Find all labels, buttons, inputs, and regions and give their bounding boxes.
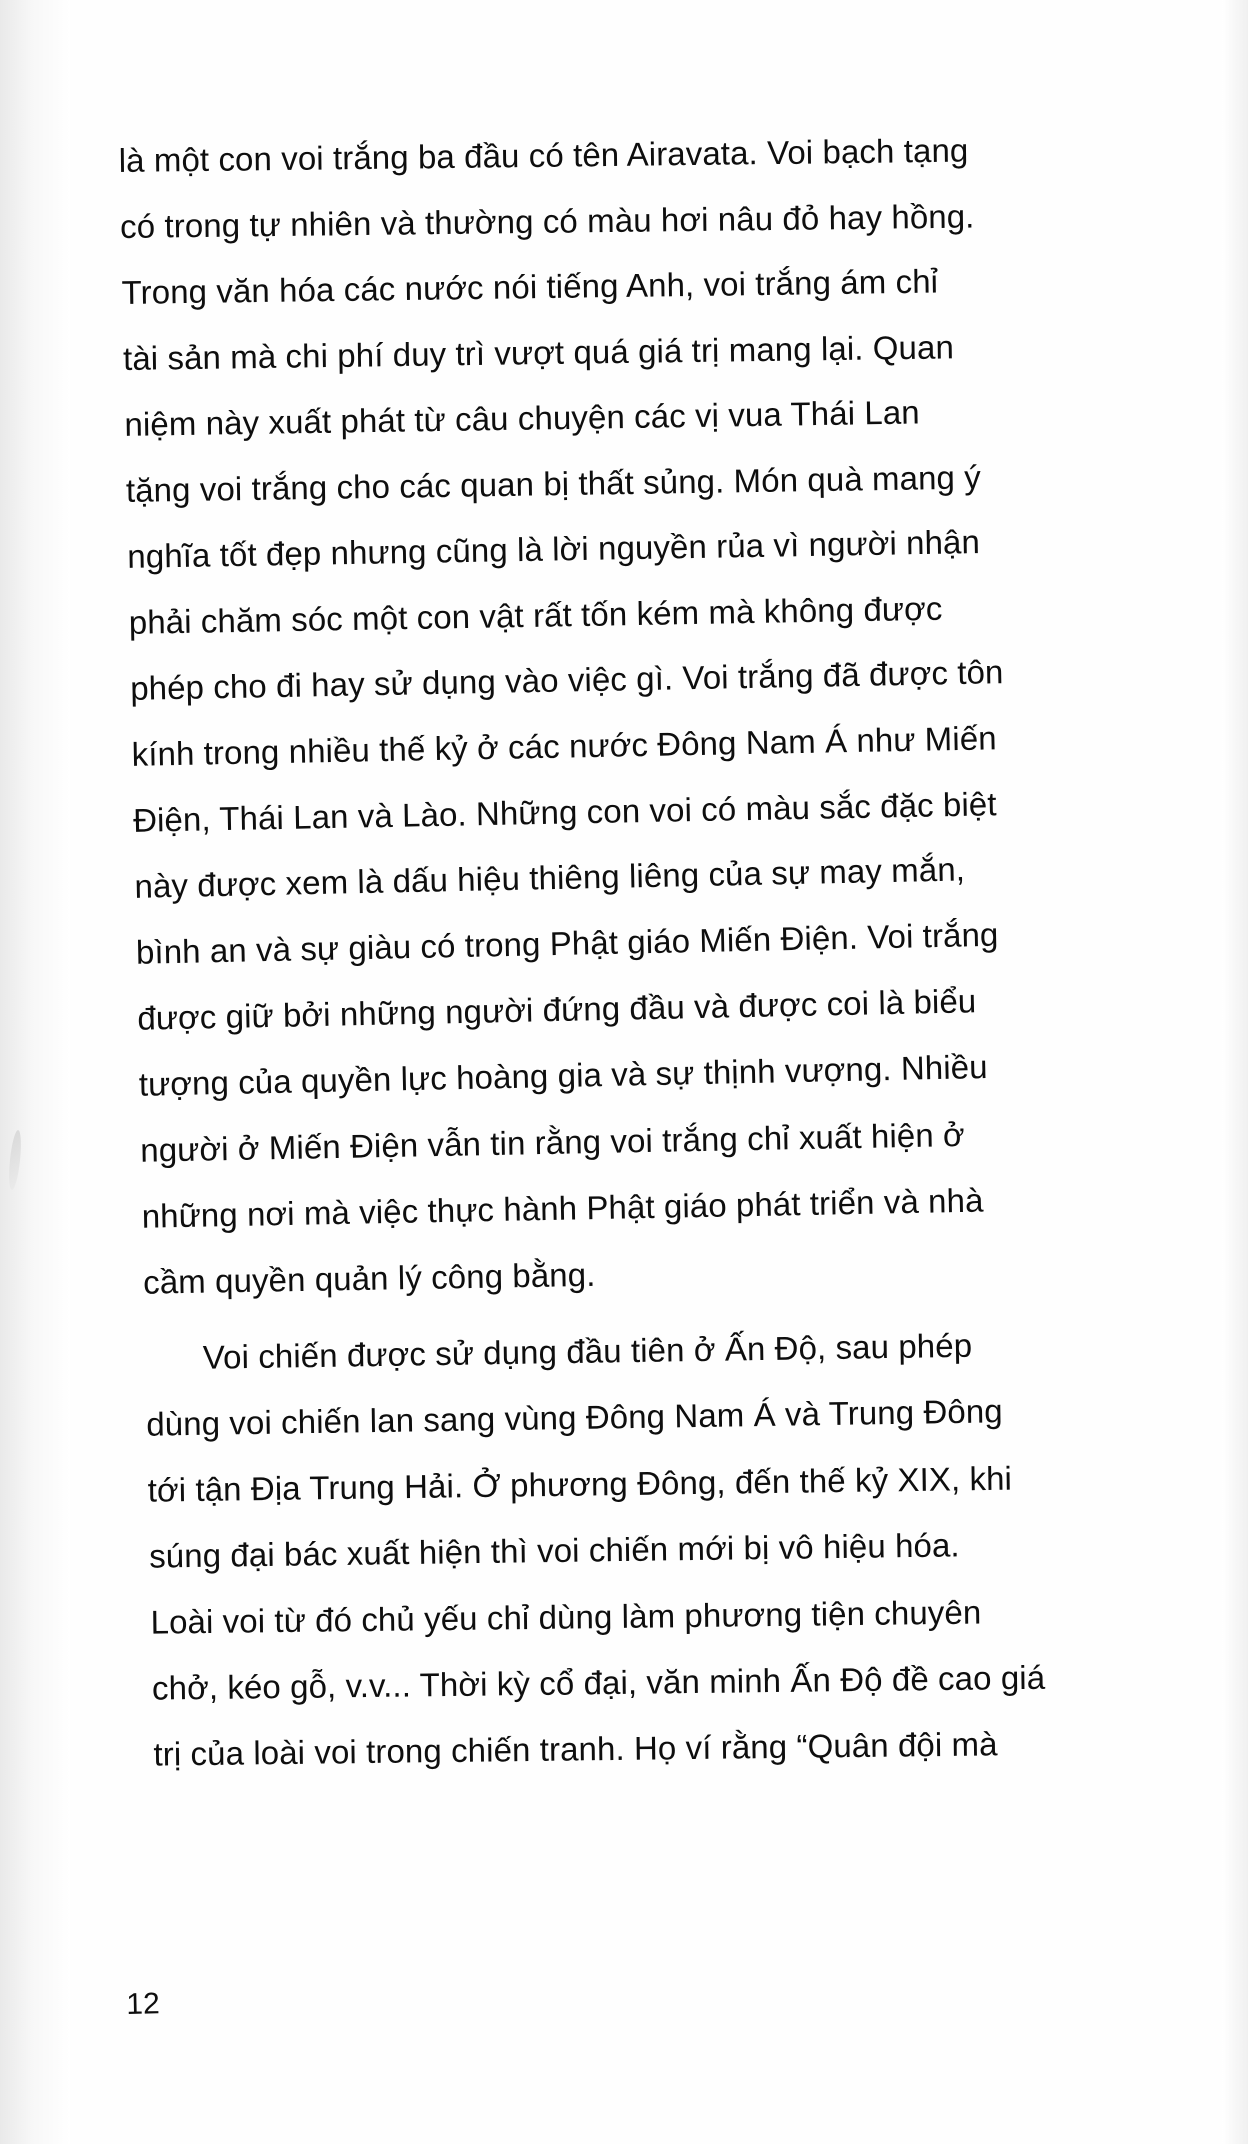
- page-number: 12: [126, 1987, 161, 2021]
- text-line: cầm quyền quản lý công bằng.: [142, 1255, 596, 1301]
- text-line: súng đại bác xuất hiện thì voi chiến mới bị vô hiệu hóa.: [148, 1526, 960, 1575]
- paragraph: [144, 1304, 1164, 1788]
- page-spine-blemish: [7, 1130, 23, 1191]
- text-line: nghĩa tốt đẹp nhưng cũng là lời nguyền rủa vì người nhận: [127, 523, 981, 575]
- text-line: này được xem là dấu hiệu thiêng liêng của sự may mắn,: [134, 850, 966, 905]
- text-line: Loài voi từ đó chủ yếu chỉ dùng làm phương tiện chuyên: [150, 1593, 982, 1641]
- text-line: kính trong nhiều thế kỷ ở các nước Đông Nam Á như Miến: [131, 719, 997, 773]
- text-line: người ở Miến Điện vẫn tin rằng voi trắng chỉ xuất hiện ở: [139, 1115, 966, 1169]
- text-line: trị của loài voi trong chiến tranh. Họ ví rằng “Quân đội mà: [153, 1725, 998, 1773]
- text-line: có trong tự nhiên và thường có màu hơi nâu đỏ hay hồng.: [119, 197, 975, 245]
- text-line: phải chăm sóc một con vật rất tốn kém mà không được: [128, 589, 943, 641]
- text-line: những nơi mà việc thực hành Phật giáo phát triển và nhà: [141, 1181, 984, 1235]
- page-spine-shading: [0, 0, 70, 2144]
- text-line: dùng voi chiến lan sang vùng Đông Nam Á và Trung Đông: [145, 1392, 1003, 1443]
- text-line: bình an và sự giàu có trong Phật giáo Miến Điện. Voi trắng: [135, 915, 999, 971]
- text-line: Điện, Thái Lan và Lào. Những con voi có màu sắc đặc biệt: [132, 785, 997, 839]
- text-line: Trong văn hóa các nước nói tiếng Anh, voi trắng ám chỉ: [121, 262, 939, 311]
- text-line: chở, kéo gỗ, v.v... Thời kỳ cổ đại, văn minh Ấn Độ đề cao giá: [151, 1658, 1046, 1707]
- text-line: được giữ bởi những người đứng đầu và được coi là biểu: [137, 982, 977, 1037]
- text-line: là một con voi trắng ba đầu có tên Airavata. Voi bạch tạng: [118, 131, 969, 179]
- page-edge-shading: [1222, 0, 1248, 2144]
- text-line: Voi chiến được sử dụng đầu tiên ở Ấn Độ, sau phép: [202, 1326, 973, 1376]
- text-line: tới tận Địa Trung Hải. Ở phương Đông, đến thế kỷ XIX, khi: [147, 1459, 1013, 1509]
- text-line: niệm này xuất phát từ câu chuyện các vị vua Thái Lan: [124, 393, 920, 443]
- body-text: [118, 106, 1164, 1788]
- text-line: phép cho đi hay sử dụng vào việc gì. Voi trắng đã được tôn: [129, 653, 1004, 707]
- text-line: tặng voi trắng cho các quan bị thất sủng. Món quà mang ý: [125, 458, 982, 509]
- paragraph: [118, 106, 1154, 1316]
- text-line: tượng của quyền lực hoàng gia và sự thịnh vượng. Nhiều: [138, 1047, 988, 1103]
- text-line: tài sản mà chi phí duy trì vượt quá giá trị mang lại. Quan: [122, 328, 955, 377]
